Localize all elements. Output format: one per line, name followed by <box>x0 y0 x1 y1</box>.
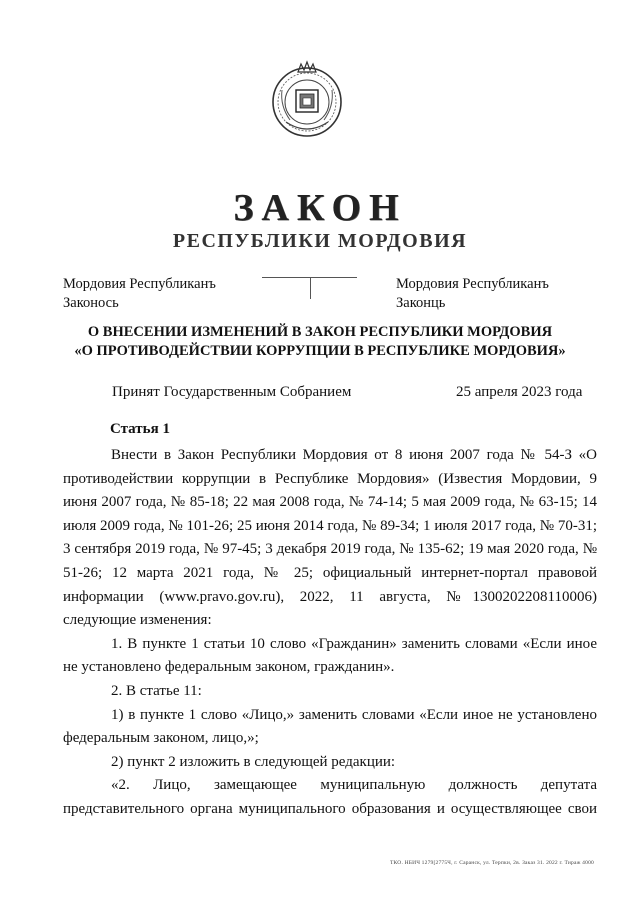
document-title: ЗАКОН <box>233 187 407 229</box>
body-paragraph: «2. Лицо, замещающее муниципальную должность депутата представительного органа муниципального образования и осуществляющее свои <box>63 777 597 817</box>
printing-footer-note: ТКО. НБИЧ 1279[2775Ч, г. Саранск, ул. Терпки, 2в. Заказ 31. 2022 г. Тираж 4000 <box>390 860 594 866</box>
body-paragraph: 2) пункт 2 изложить в следующей редакции: <box>111 753 396 770</box>
right-header-block <box>396 275 549 313</box>
left-header-line: Мордовия Республиканъ <box>63 276 216 292</box>
body-paragraph: Внести в Закон Республики Мордовия от 8 июня 2007 года № 54-З «О противодействии коррупции в Республике Мордовия» (Известия Мордовии, 9 июня 2007 года, № 85-18; 22 мая 2008 года, № 74-14; 5 мая 2009 года, № 63-15; 14 июля 2009 года, № 101-26; 25 июня 2014 года, № 89-34; 1 июля 2017 года, № 70-31; 3 сентября 2019 года, № 97-45; 3 декабря 2019 года, № 135-62; 19 мая 2020 года, № 51-26; 12 марта 2021 года, № 25; официальный интернет-портал правовой информации (www.pravo.gov.ru), 2022, 11 августа, №1300202208110006) следующие изменения: <box>63 447 597 629</box>
article-heading: Статья 1 <box>110 421 170 437</box>
right-header-line: Мордовия Республиканъ <box>396 276 549 292</box>
adopted-date: 25 апреля 2023 года <box>456 384 583 400</box>
document-body <box>63 444 597 822</box>
coat-of-arms-emblem <box>268 60 346 142</box>
law-title-line: О ВНЕСЕНИИ ИЗМЕНЕНИЙ В ЗАКОН РЕСПУБЛИКИ МОРДОВИЯ <box>87 324 553 340</box>
law-title <box>60 323 580 361</box>
left-header-block <box>63 275 216 313</box>
document-subtitle: РЕСПУБЛИКИ МОРДОВИЯ <box>172 230 468 252</box>
left-header-line: Законось <box>63 295 119 311</box>
header-divider-vertical <box>310 277 311 299</box>
right-header-line: Законць <box>396 295 446 311</box>
body-paragraph: 2. В статье 11: <box>111 682 202 699</box>
body-paragraph: 1) в пункте 1 слово «Лицо,» заменить словами «Если иное не установлено федеральным законом, лицо,»; <box>63 706 597 747</box>
adopted-label: Принят Государственным Собранием <box>112 384 352 400</box>
body-paragraph: 1. В пункте 1 статьи 10 слово «Гражданин» заменить словами «Если иное не установлено федеральным законом, гражданин». <box>63 635 597 676</box>
law-title-line: «О ПРОТИВОДЕЙСТВИИ КОРРУПЦИИ В РЕСПУБЛИКЕ МОРДОВИЯ» <box>74 343 566 359</box>
